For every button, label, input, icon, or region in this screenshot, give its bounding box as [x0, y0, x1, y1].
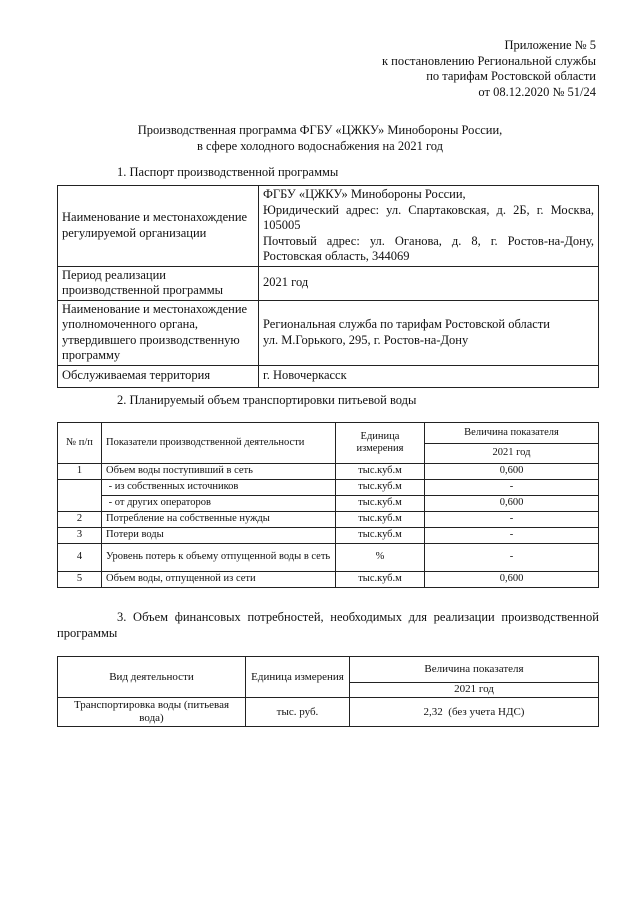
col-header-num: № п/п	[58, 423, 102, 464]
row-unit: тыс. руб.	[246, 698, 350, 727]
row-value: -	[425, 512, 599, 528]
row-name: Уровень потерь к объему отпущенной воды в сеть	[102, 544, 336, 572]
row-value: -	[425, 544, 599, 572]
row-activity: Транспортировка воды (питьевая вода)	[58, 698, 246, 727]
table-row	[58, 480, 599, 496]
value-line: Региональная служба по тарифам Ростовской области	[263, 317, 550, 331]
row-unit: тыс.куб.м	[336, 480, 425, 496]
table-row	[58, 266, 599, 300]
row-value: -	[425, 528, 599, 544]
row-num: 2	[58, 512, 102, 528]
title-line: в сфере холодного водоснабжения на 2021 год	[196, 138, 444, 153]
table-row	[58, 698, 599, 727]
row-name: - из собственных источников	[102, 480, 336, 496]
col-header-name: Показатели производственной деятельности	[102, 423, 336, 464]
table-row	[58, 528, 599, 544]
col-header-activity: Вид деятельности	[58, 657, 246, 698]
row-unit: %	[336, 544, 425, 572]
table-row	[58, 300, 599, 365]
col-header-value: Величина показателя	[425, 423, 599, 444]
passport-value	[259, 300, 599, 365]
passport-label: Наименование и местонахождение регулируемой организации	[58, 186, 259, 267]
row-name: Объем воды поступивший в сеть	[102, 464, 336, 480]
appendix-header	[382, 38, 596, 100]
col-header-year: 2021 год	[425, 443, 599, 464]
appendix-line: по тарифам Ростовской области	[426, 69, 596, 83]
finance-table	[57, 656, 599, 727]
row-unit: тыс.куб.м	[336, 572, 425, 588]
table-row	[58, 365, 599, 387]
row-num: 5	[58, 572, 102, 588]
row-name: - от других операторов	[102, 496, 336, 512]
row-value: 0,600	[425, 464, 599, 480]
row-value: 2,32 (без учета НДС)	[350, 698, 599, 727]
passport-label: Период реализации производственной программы	[58, 266, 259, 300]
col-header-unit: Единица измерения	[336, 423, 425, 464]
passport-value	[259, 266, 599, 300]
row-num: 4	[58, 544, 102, 572]
value-line: ФГБУ «ЦЖКУ» Минобороны России,	[263, 187, 466, 201]
passport-table	[57, 185, 599, 388]
section3-heading: 3. Объем финансовых потребностей, необходимых для реализации производственной программы	[57, 610, 599, 640]
value-line: Юридический адрес: ул. Спартаковская, д. 2Б, г. Москва, 105005	[263, 202, 594, 232]
table-header-row	[58, 657, 599, 683]
row-name: Потребление на собственные нужды	[102, 512, 336, 528]
row-num: 3	[58, 528, 102, 544]
value-line: ул. М.Горького, 295, г. Ростов-на-Дону	[263, 332, 469, 347]
row-name: Потери воды	[102, 528, 336, 544]
row-unit: тыс.куб.м	[336, 464, 425, 480]
row-name: Объем воды, отпущенной из сети	[102, 572, 336, 588]
appendix-line: к постановлению Региональной службы	[381, 53, 596, 68]
appendix-line: Приложение № 5	[504, 38, 596, 52]
volume-table	[57, 422, 599, 588]
value-line: Почтовый адрес: ул. Оганова, д. 8, г. Ростов-на-Дону, Ростовская область, 344069	[263, 233, 594, 263]
table-row	[58, 496, 599, 512]
passport-label: Обслуживаемая территория	[58, 365, 259, 387]
col-header-year: 2021 год	[350, 682, 599, 697]
table-row	[58, 544, 599, 572]
row-value: -	[425, 480, 599, 496]
row-num	[58, 480, 102, 512]
passport-value	[259, 186, 599, 267]
row-unit: тыс.куб.м	[336, 496, 425, 512]
section1-heading: 1. Паспорт производственной программы	[117, 165, 339, 179]
row-unit: тыс.куб.м	[336, 512, 425, 528]
row-num: 1	[58, 464, 102, 480]
title-line: Производственная программа ФГБУ «ЦЖКУ» Минобороны России,	[137, 123, 503, 137]
row-unit: тыс.куб.м	[336, 528, 425, 544]
table-row	[58, 186, 599, 267]
passport-label: Наименование и местонахождение уполномоченного органа, утвердившего производственную программу	[58, 300, 259, 365]
table-row	[58, 512, 599, 528]
value-line: г. Новочеркасск	[263, 368, 347, 383]
table-row	[58, 464, 599, 480]
section2-heading: 2. Планируемый объем транспортировки питьевой воды	[117, 393, 417, 407]
table-row	[58, 572, 599, 588]
document-title	[0, 123, 640, 154]
table-header-row	[58, 423, 599, 444]
passport-value	[259, 365, 599, 387]
col-header-value: Величина показателя	[350, 657, 599, 683]
value-line: 2021 год	[263, 275, 309, 290]
appendix-line: от 08.12.2020 № 51/24	[478, 84, 596, 99]
row-value: 0,600	[425, 496, 599, 512]
col-header-unit: Единица измерения	[246, 657, 350, 698]
row-value: 0,600	[425, 572, 599, 588]
